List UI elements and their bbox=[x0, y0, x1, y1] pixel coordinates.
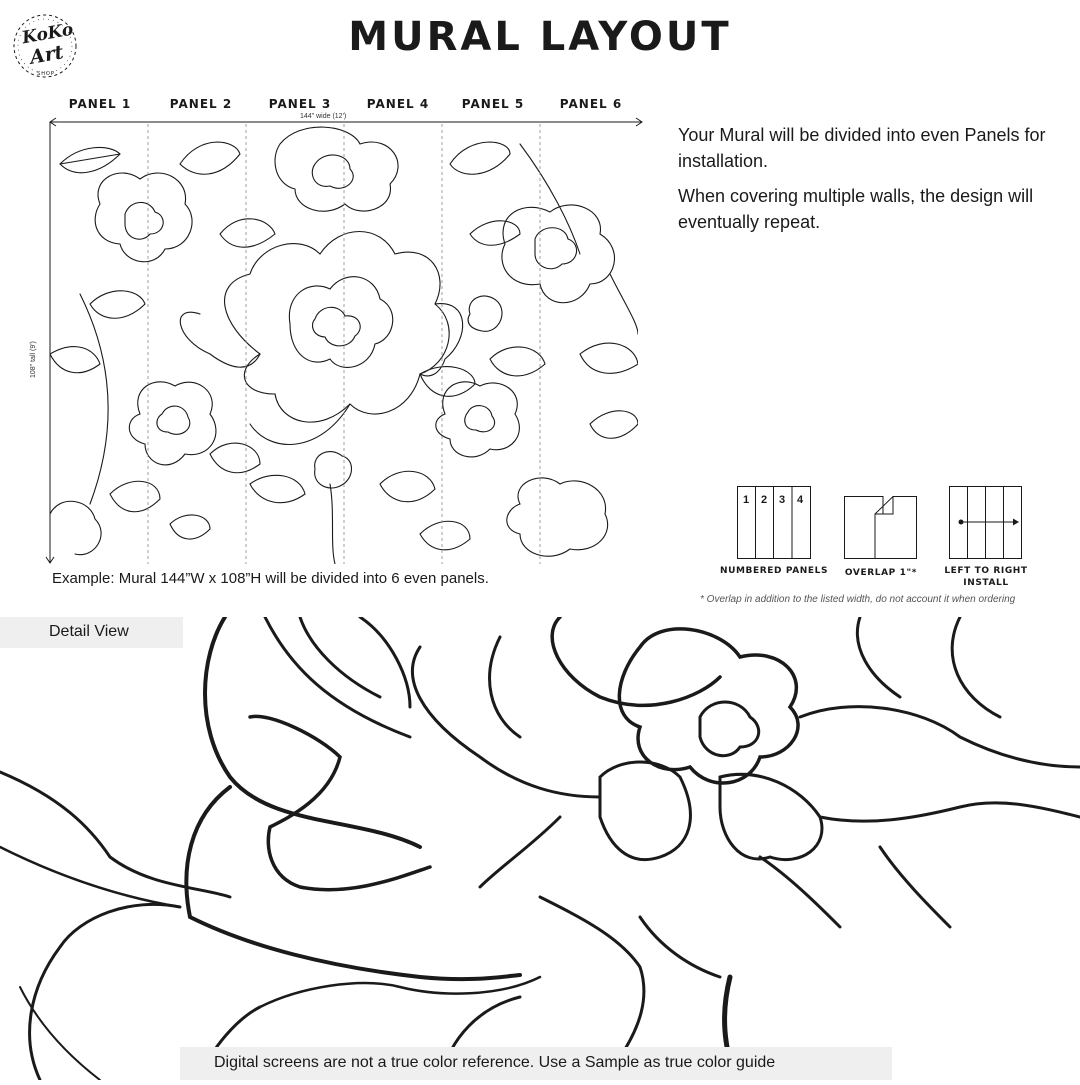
logo-text-koko: KoKo bbox=[20, 19, 75, 49]
numbered-panels-icon bbox=[737, 486, 812, 565]
left-to-right-label bbox=[931, 565, 1041, 589]
panel-label-3: PANEL 3 bbox=[268, 97, 332, 111]
peony-detail-line-art bbox=[0, 617, 1080, 1080]
color-disclaimer-banner bbox=[180, 1047, 892, 1080]
panel-label-6: PANEL 6 bbox=[559, 97, 623, 111]
panel-number-2: 2 bbox=[761, 494, 768, 506]
info-paragraph-panels: Your Mural will be divided into even Panels for installation. bbox=[678, 125, 1046, 171]
left-to-right-label-line2: INSTALL bbox=[963, 578, 1009, 588]
detail-view-image bbox=[0, 617, 1080, 1080]
panel-label-2: PANEL 2 bbox=[169, 97, 233, 111]
panel-number-1: 1 bbox=[743, 494, 750, 506]
panel-number-3: 3 bbox=[779, 494, 786, 506]
detail-view-label: Detail View bbox=[49, 623, 129, 640]
page-title: MURAL LAYOUT bbox=[348, 14, 732, 60]
panel-number-4: 4 bbox=[797, 494, 804, 506]
overlap-footnote: * Overlap in addition to the listed width, do not account it when ordering bbox=[700, 594, 1016, 605]
peony-line-art bbox=[50, 124, 638, 564]
panel-label-1: PANEL 1 bbox=[68, 97, 132, 111]
mural-width-label: 144" wide (12') bbox=[300, 113, 347, 120]
overlap-label: OVERLAP 1"* bbox=[844, 568, 918, 578]
mural-preview bbox=[50, 124, 638, 564]
panel-label-4: PANEL 4 bbox=[366, 97, 430, 111]
mural-height-label: 108" tall (9') bbox=[30, 341, 37, 378]
logo-text-shop: SHOP bbox=[37, 71, 56, 77]
left-to-right-label-line1: LEFT TO RIGHT bbox=[944, 566, 1028, 576]
color-disclaimer-text: Digital screens are not a true color reference. Use a Sample as true color guide bbox=[214, 1054, 776, 1071]
overlap-icon bbox=[844, 496, 918, 565]
detail-view-tag bbox=[0, 617, 183, 648]
mural-example-caption: Example: Mural 144”W x 108”H will be divided into 6 even panels. bbox=[52, 570, 489, 587]
panel-label-5: PANEL 5 bbox=[461, 97, 525, 111]
logo-text-art: Art bbox=[28, 41, 66, 69]
numbered-panels-label: NUMBERED PANELS bbox=[719, 566, 829, 576]
info-paragraph-repeat: When covering multiple walls, the design will eventually repeat. bbox=[678, 186, 1034, 232]
left-to-right-install-icon bbox=[949, 486, 1023, 565]
